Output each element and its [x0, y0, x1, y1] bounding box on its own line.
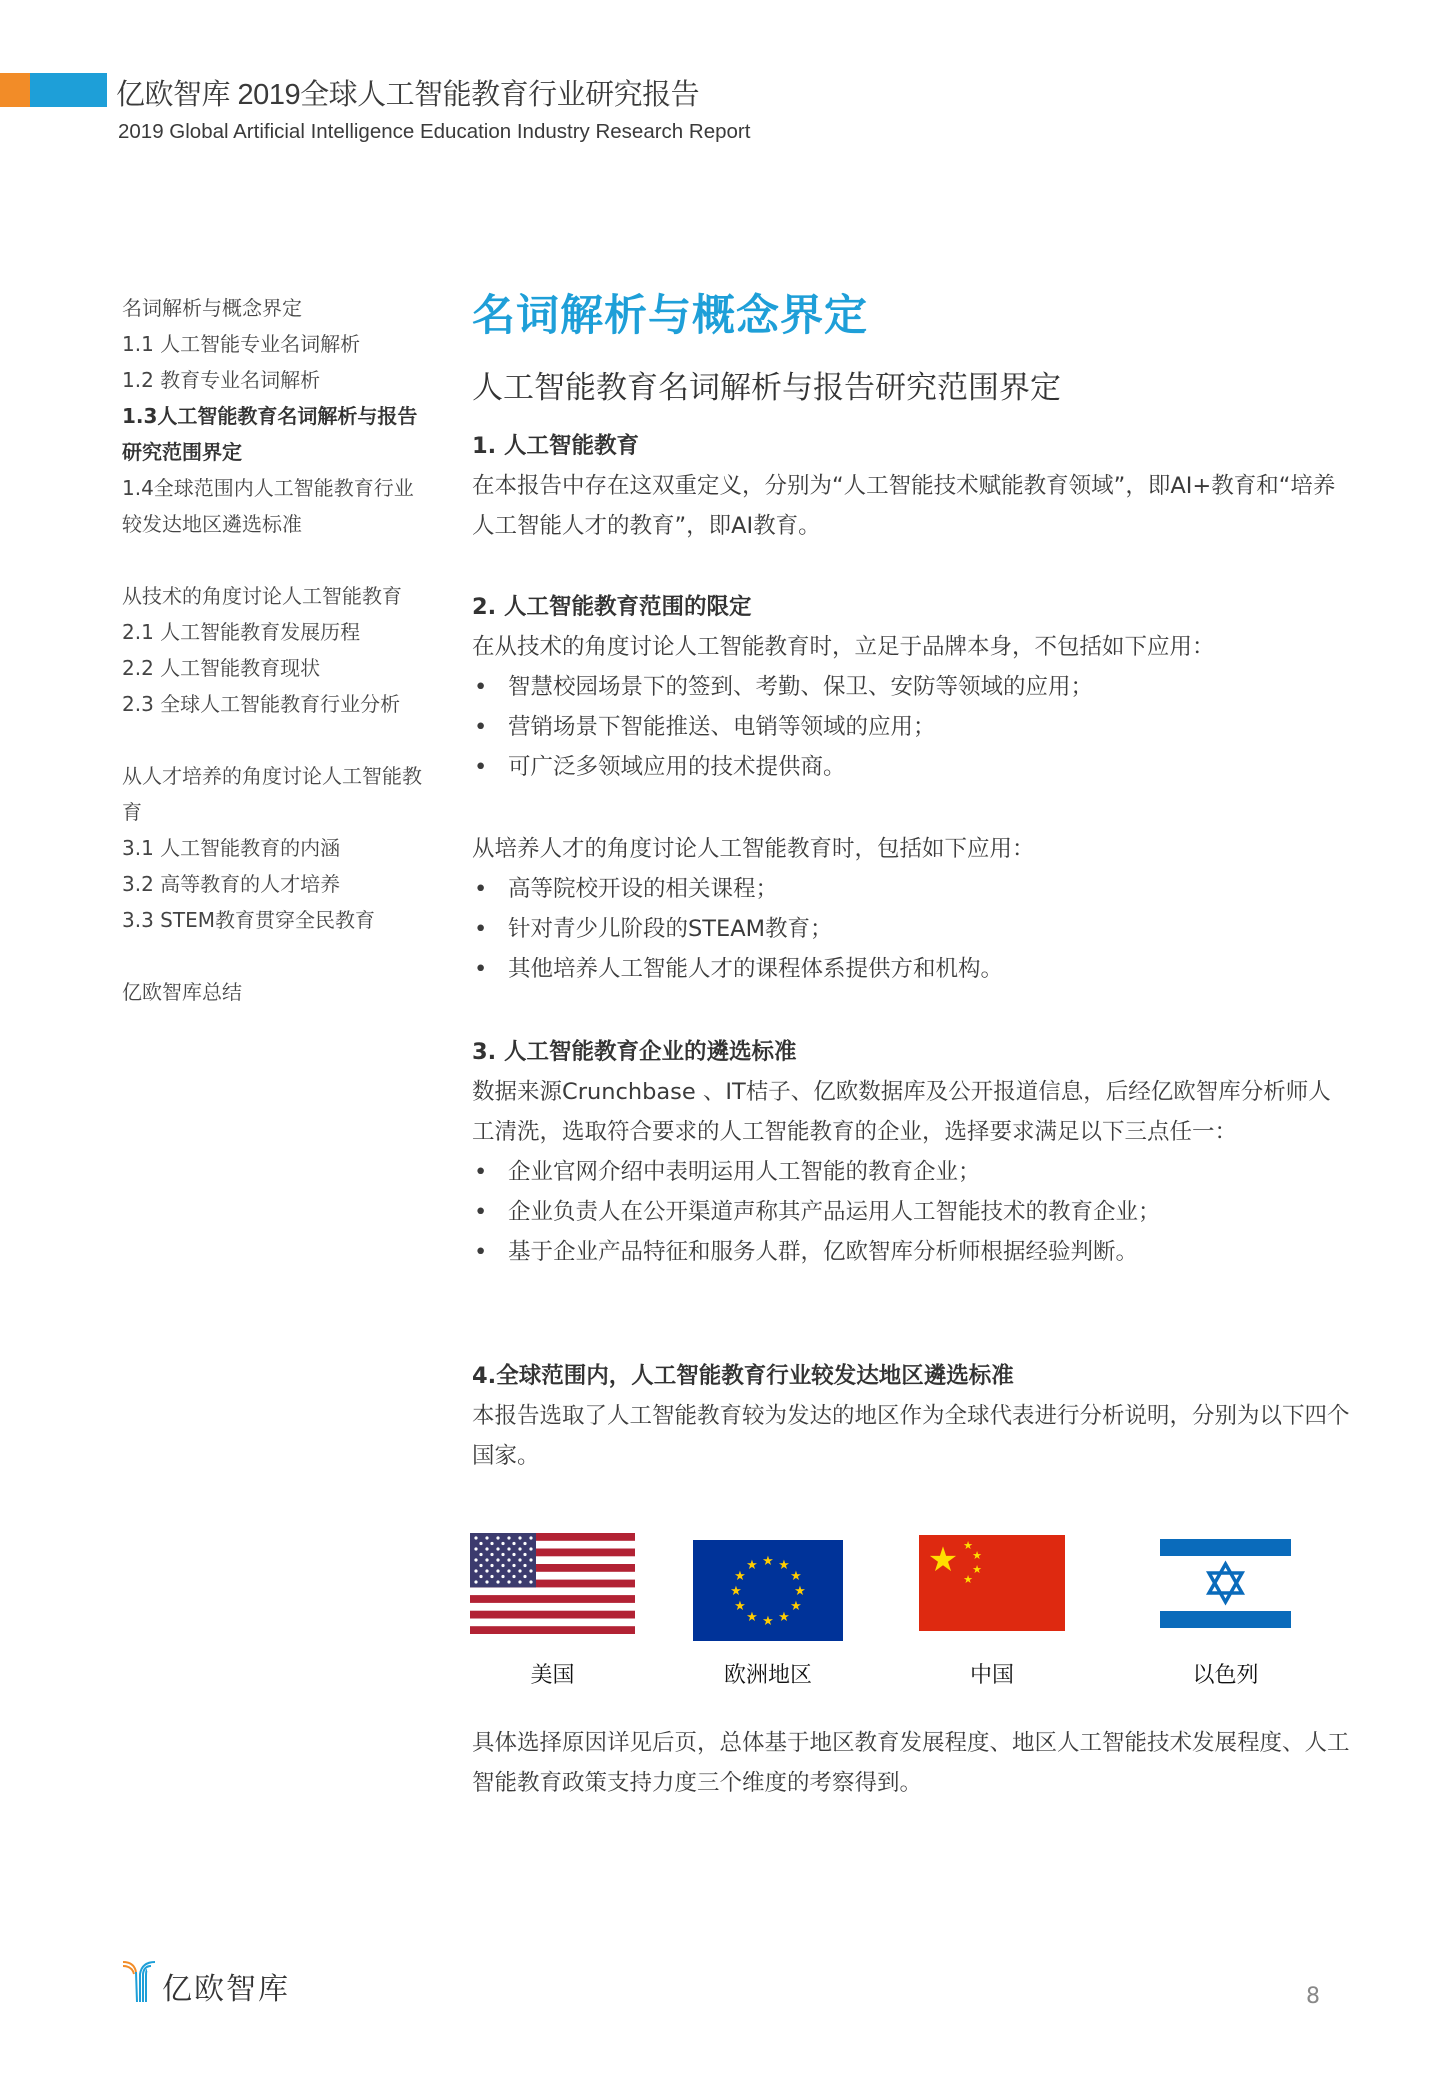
- svg-text:★: ★: [972, 1563, 982, 1576]
- bullet-item: • 营销场景下智能推送、电销等领域的应用；: [472, 707, 1352, 747]
- toc-item[interactable]: 亿欧智库总结: [122, 980, 242, 1004]
- toc-item[interactable]: 3.3 STEM教育贯穿全民教育: [122, 908, 375, 932]
- toc-item[interactable]: 2.1 人工智能教育发展历程: [122, 620, 361, 644]
- footer-logo: [122, 1962, 290, 2006]
- section-2: [472, 587, 1352, 989]
- page-number: 8: [1306, 1984, 1320, 2009]
- section-heading: 1. 人工智能教育: [472, 433, 640, 459]
- page-title: 名词解析与概念界定: [472, 291, 868, 341]
- spacer: [472, 787, 1352, 829]
- flag-label-israel: 以色列: [1192, 1663, 1259, 1688]
- section-intro: 从培养人才的角度讨论人工智能教育时，包括如下应用：: [472, 836, 1035, 862]
- logo-y-icon: [122, 1960, 156, 2006]
- closing-paragraph: 具体选择原因详见后页，总体基于地区教育发展程度、地区人工智能技术发展程度、人工智能教育政策支持力度三个维度的考察得到。: [472, 1730, 1350, 1796]
- toc-item[interactable]: 1.1 人工智能专业名词解析: [122, 332, 361, 356]
- toc-item[interactable]: 2.2 人工智能教育现状: [122, 656, 321, 680]
- flag-label-china: 中国: [969, 1663, 1014, 1688]
- svg-text:★: ★: [762, 1554, 774, 1569]
- bullet-item: • 可广泛多领域应用的技术提供商。: [472, 747, 1352, 787]
- header-accent-orange: [0, 73, 30, 107]
- toc-spacer: [122, 938, 422, 974]
- toc-spacer: [122, 722, 422, 758]
- svg-text:★: ★: [794, 1584, 806, 1599]
- svg-text:★: ★: [972, 1549, 982, 1562]
- toc-item[interactable]: 1.2 教育专业名词解析: [122, 368, 321, 392]
- bullet-item: • 企业负责人在公开渠道声称其产品运用人工智能技术的教育企业；: [472, 1192, 1352, 1232]
- svg-text:★: ★: [778, 1610, 790, 1625]
- svg-text:★: ★: [778, 1558, 790, 1573]
- flag-label-usa: 美国: [530, 1663, 575, 1688]
- section-heading: 4.全球范围内，人工智能教育行业较发达地区遴选标准: [472, 1363, 1014, 1389]
- china-flag-icon: [919, 1535, 1065, 1631]
- svg-text:★: ★: [927, 1540, 959, 1580]
- usa-flag-icon: [470, 1533, 635, 1634]
- toc-item-active[interactable]: 1.3人工智能教育名词解析与报告研究范围界定: [122, 404, 418, 464]
- bullet-item: • 针对青少儿阶段的STEAM教育；: [472, 909, 1352, 949]
- section-paragraph: 数据来源Crunchbase 、IT桔子、亿欧数据库及公开报道信息，后经亿欧智库分析师人工清洗，选取符合要求的人工智能教育的企业，选择要求满足以下三点任一：: [472, 1079, 1331, 1145]
- israel-flag-icon: [1160, 1533, 1291, 1633]
- section-4: [472, 1356, 1352, 1476]
- svg-text:★: ★: [762, 1614, 774, 1629]
- toc-item[interactable]: 1.4全球范围内人工智能教育行业较发达地区遴选标准: [122, 476, 414, 536]
- eu-flag-icon: [693, 1540, 843, 1641]
- bullet-item: • 其他培养人工智能人才的课程体系提供方和机构。: [472, 949, 1352, 989]
- toc-item[interactable]: 从技术的角度讨论人工智能教育: [122, 584, 402, 608]
- toc-item[interactable]: 从人才培养的角度讨论人工智能教育: [122, 764, 422, 824]
- section-heading: 3. 人工智能教育企业的遴选标准: [472, 1039, 797, 1065]
- logo-text: 亿欧智库: [162, 1972, 290, 2007]
- section-3: [472, 1032, 1352, 1272]
- section-intro: 在从技术的角度讨论人工智能教育时，立足于品牌本身，不包括如下应用：: [472, 634, 1215, 660]
- report-subtitle: 2019 Global Artificial Intelligence Education Industry Research Report: [118, 120, 751, 143]
- svg-text:★: ★: [963, 1539, 973, 1552]
- svg-text:★: ★: [746, 1558, 758, 1573]
- section-paragraph: 本报告选取了人工智能教育较为发达的地区作为全球代表进行分析说明，分别为以下四个国家。: [472, 1403, 1350, 1469]
- flag-label-eu: 欧洲地区: [723, 1663, 812, 1688]
- toc-item[interactable]: 2.3 全球人工智能教育行业分析: [122, 692, 401, 716]
- report-title: 亿欧智库 2019全球人工智能教育行业研究报告: [116, 79, 700, 111]
- svg-text:★: ★: [790, 1599, 802, 1614]
- toc-item[interactable]: 3.1 人工智能教育的内涵: [122, 836, 341, 860]
- header-accent-blue: [30, 73, 107, 107]
- section-heading: 2. 人工智能教育范围的限定: [472, 594, 752, 620]
- svg-text:★: ★: [790, 1569, 802, 1584]
- toc-spacer: [122, 542, 422, 578]
- toc-item[interactable]: 3.2 高等教育的人才培养: [122, 872, 341, 896]
- bullet-item: • 基于企业产品特征和服务人群，亿欧智库分析师根据经验判断。: [472, 1232, 1352, 1272]
- section-1: [472, 426, 1352, 546]
- bullet-item: • 企业官网介绍中表明运用人工智能的教育企业；: [472, 1152, 1352, 1192]
- bullet-item: • 智慧校园场景下的签到、考勤、保卫、安防等领域的应用；: [472, 667, 1352, 707]
- svg-text:★: ★: [963, 1573, 973, 1586]
- toc-item[interactable]: 名词解析与概念界定: [122, 296, 302, 320]
- svg-text:★: ★: [730, 1584, 742, 1599]
- bullet-item: • 高等院校开设的相关课程；: [472, 869, 1352, 909]
- svg-text:★: ★: [734, 1569, 746, 1584]
- svg-text:★: ★: [746, 1610, 758, 1625]
- table-of-contents: [122, 290, 422, 1010]
- page-subtitle: 人工智能教育名词解析与报告研究范围界定: [472, 370, 1061, 406]
- section-paragraph: 在本报告中存在这双重定义，分别为“人工智能技术赋能教育领域”，即AI+教育和“培养人工智能人才的教育”，即AI教育。: [472, 473, 1336, 539]
- svg-text:★: ★: [734, 1599, 746, 1614]
